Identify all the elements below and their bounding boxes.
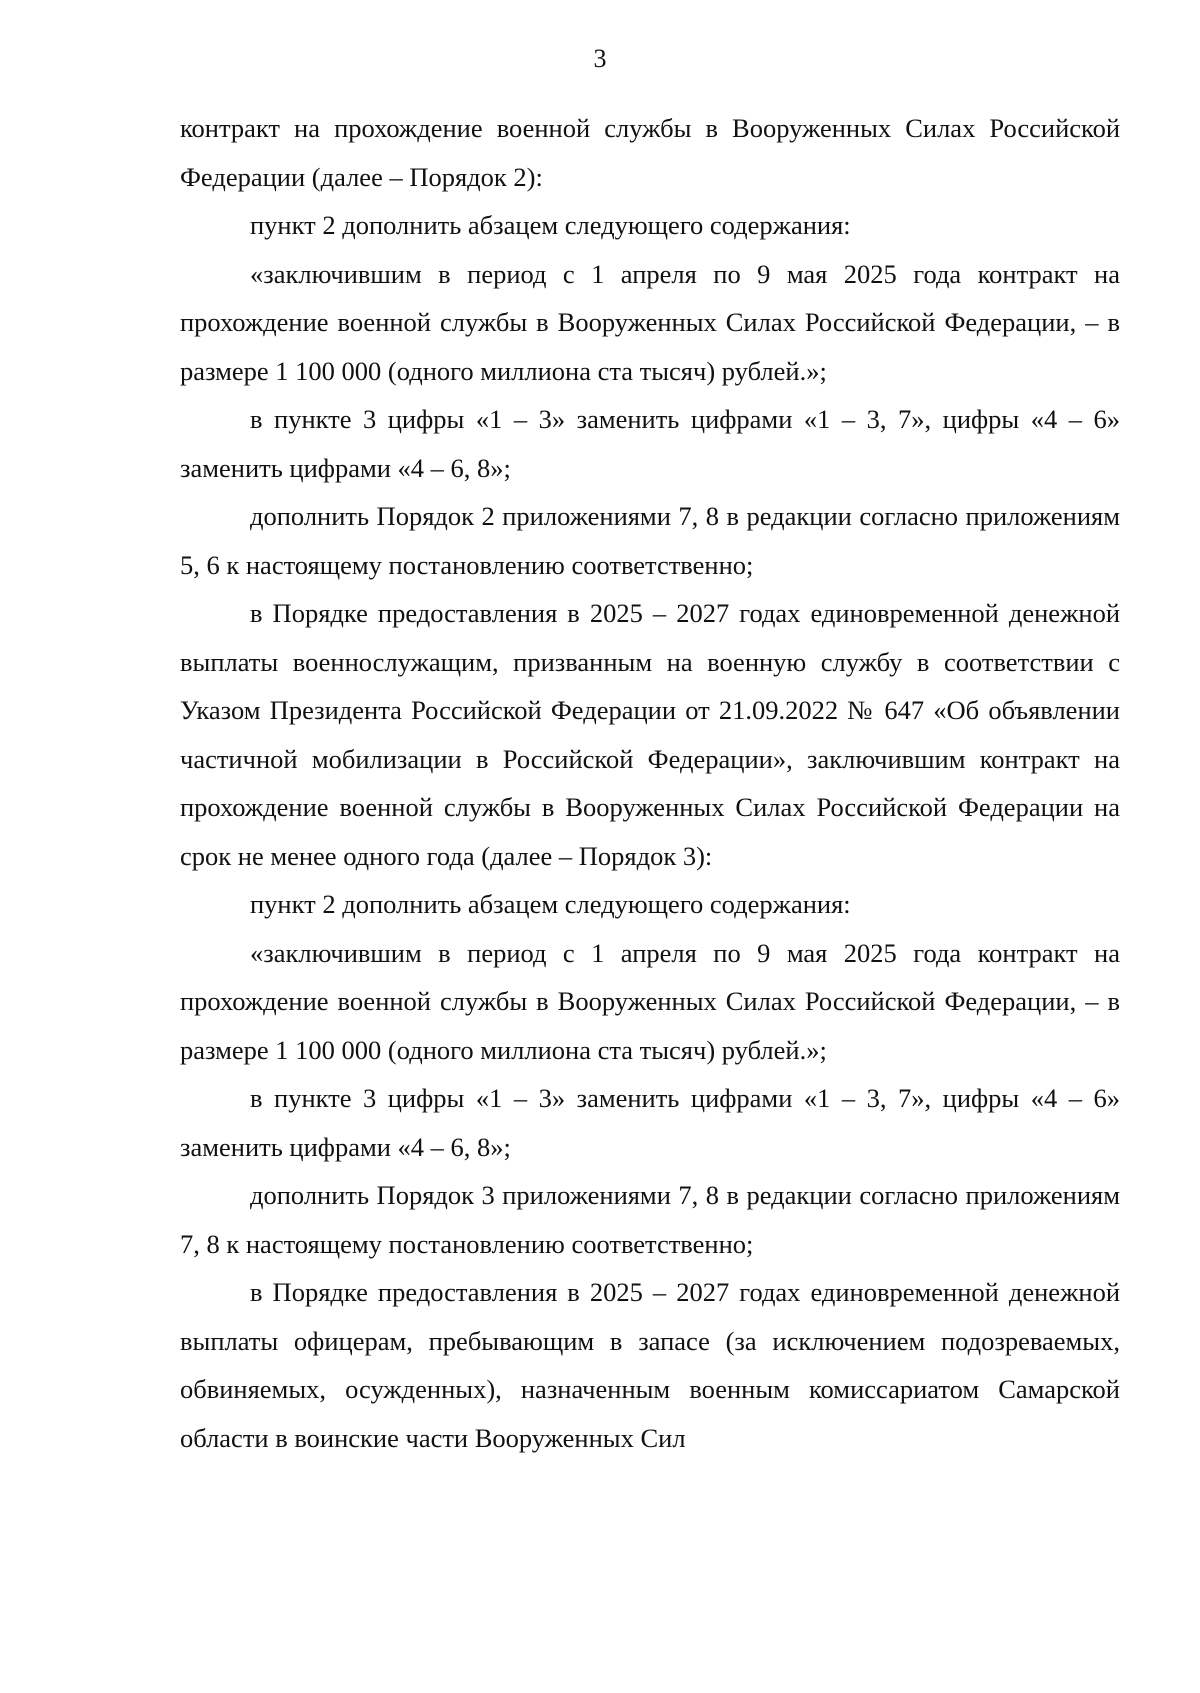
paragraph-officers-procedure: в Порядке предоставления в 2025 – 2027 годах единовременной денежной выплаты офицерам, пребывающим в запасе (за исключением подозреваемых, обвиняемых, осужденных), назначенным военным комиссариатом Самарской области в воинские части Вооруженных Сил bbox=[180, 1277, 1120, 1453]
paragraph-item-3-replacement: в пункте 3 цифры «1 – 3» заменить цифрами «1 – 3, 7», цифры «4 – 6» заменить цифрами «4 – 6, 8»; bbox=[180, 1083, 1120, 1162]
paragraph-item-2-addition: пункт 2 дополнить абзацем следующего содержания: bbox=[250, 210, 851, 240]
paragraph-quoted-text: «заключившим в период с 1 апреля по 9 мая 2025 года контракт на прохождение военной службы в Вооруженных Силах Российской Федерации, – в размере 1 100 000 (одного миллиона ста тысяч) рублей.»; bbox=[180, 258, 1120, 386]
page-number: 3 bbox=[593, 44, 607, 73]
document-body bbox=[180, 104, 1120, 1462]
paragraph-continuation: контракт на прохождение военной службы в Вооруженных Силах Российской Федерации (далее – Порядок 2): bbox=[180, 113, 1120, 192]
paragraph-procedure-3-title: в Порядке предоставления в 2025 – 2027 годах единовременной денежной выплаты военнослужащим, призванным на военную службу в соответствии с Указом Президента Российской Федерации от 21.09.2022 № 647 «Об объявлении частичной мобилизации в Российской Федерации», заключившим контракт на прохождение военной службы в Вооруженных Силах Российской Федерации на срок не менее одного года (далее – Порядок 3): bbox=[180, 598, 1120, 871]
paragraph-quoted-text: «заключившим в период с 1 апреля по 9 мая 2025 года контракт на прохождение военной службы в Вооруженных Силах Российской Федерации, – в размере 1 100 000 (одного миллиона ста тысяч) рублей.»; bbox=[180, 937, 1120, 1065]
paragraph-annex-addition: дополнить Порядок 2 приложениями 7, 8 в редакции согласно приложениям 5, 6 к настоящему постановлению соответственно; bbox=[180, 501, 1120, 580]
paragraph-item-2-addition: пункт 2 дополнить абзацем следующего содержания: bbox=[250, 889, 851, 919]
paragraph-item-3-replacement: в пункте 3 цифры «1 – 3» заменить цифрами «1 – 3, 7», цифры «4 – 6» заменить цифрами «4 – 6, 8»; bbox=[180, 404, 1120, 483]
paragraph-annex-addition: дополнить Порядок 3 приложениями 7, 8 в редакции согласно приложениям 7, 8 к настоящему постановлению соответственно; bbox=[180, 1180, 1120, 1259]
